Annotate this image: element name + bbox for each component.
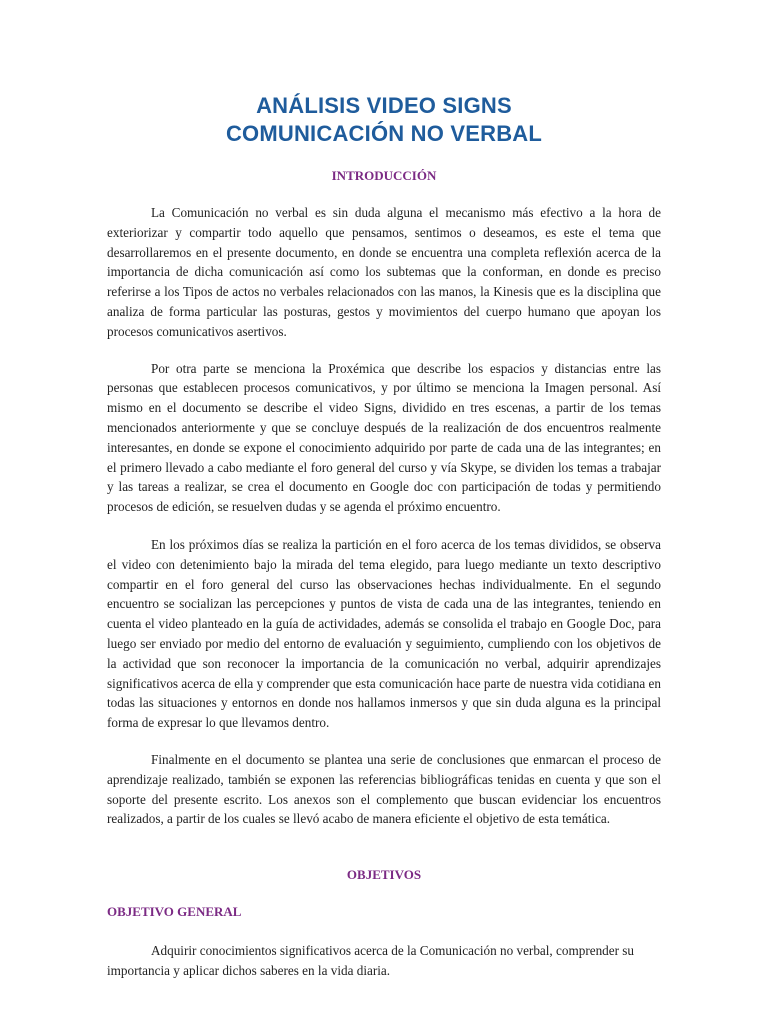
general-objective-paragraph: Adquirir conocimientos significativos acerca de la Comunicación no verbal, comprender su importancia y aplicar dichos saberes en la vida diaria. xyxy=(107,943,635,978)
intro-paragraph-2: Por otra parte se menciona la Proxémica que describe los espacios y distancias entre las personas que establecen procesos comunicativos, y por último se menciona la Imagen personal. Así mismo en el documento se describe el video Signs, dividido en tres escenas, a partir de los temas mencionados anteriormente y que se concluye después de la realización de dos encuentros realmente interesantes, en donde se expone el conocimiento adquirido por parte de cada una de las integrantes; en el primero llevado a cabo mediante el foro general del curso y vía Skype, se dividen los temas a trabajar y las tareas a realizar, se crea el documento en Google doc con participación de todas y permitiendo procesos de edición, se resuelven dudas y se agenda el próximo encuentro. xyxy=(107,360,661,515)
intro-paragraph-4: Finalmente en el documento se plantea una serie de conclusiones que enmarcan el proceso de aprendizaje realizado, también se exponen las referencias bibliográficas tenidas en cuenta y que son el soporte del presente escrito. Los anexos son el complemento que buscan evidenciar los encuentros realizados, a partir de los cuales se llevó acabo de manera eficiente el objetivo de esta temática. xyxy=(107,751,661,827)
general-objective-heading: OBJETIVO GENERAL xyxy=(107,904,242,920)
intro-paragraph-1: La Comunicación no verbal es sin duda alguna el mecanismo más efectivo a la hora de exteriorizar y compartir todo aquello que pensamos, sentimos o deseamos, es este el tema que desarrollaremos en el presente documento, en donde se encuentra una completa reflexión acerca de la importancia de dicha comunicación así como los subtemas que la conforman, en donde es preciso referirse a los Tipos de actos no verbales relacionados con las manos, la Kinesis que es la disciplina que analiza de forma particular las posturas, gestos y movimientos del cuerpo humano que apoyan los procesos comunicativos asertivos. xyxy=(107,205,661,339)
introduction-heading: INTRODUCCIÓN xyxy=(331,168,437,183)
intro-paragraph-3: En los próximos días se realiza la partición en el foro acerca de los temas divididos, se observa el video con detenimiento bajo la mirada del tema elegido, para luego mediante un texto descriptivo compartir en el foro general del curso las observaciones hechas individualmente. En el segundo encuentro se socializan las percepciones y puntos de vista de cada una de las integrantes, teniendo en cuenta el video planteado en la guía de actividades, además se consolida el trabajo en Google Doc, para luego ser enviado por medio del entorno de evaluación y seguimiento, cumpliendo con los objetivos de la actividad que son reconocer la importancia de la comunicación no verbal, adquirir aprendizajes significativos acerca de ella y comprender que esta comunicación hace parte de nuestra vida cotidiana en todas las situaciones y entornos en donde nos hallamos inmersos y que sin duda alguna es la principal forma de expresar lo que llevamos dentro. xyxy=(107,536,661,731)
document-title xyxy=(107,92,661,148)
title-line-2: COMUNICACIÓN NO VERBAL xyxy=(225,121,543,146)
title-line-1: ANÁLISIS VIDEO SIGNS xyxy=(256,93,512,118)
objectives-heading: OBJETIVOS xyxy=(346,867,422,883)
